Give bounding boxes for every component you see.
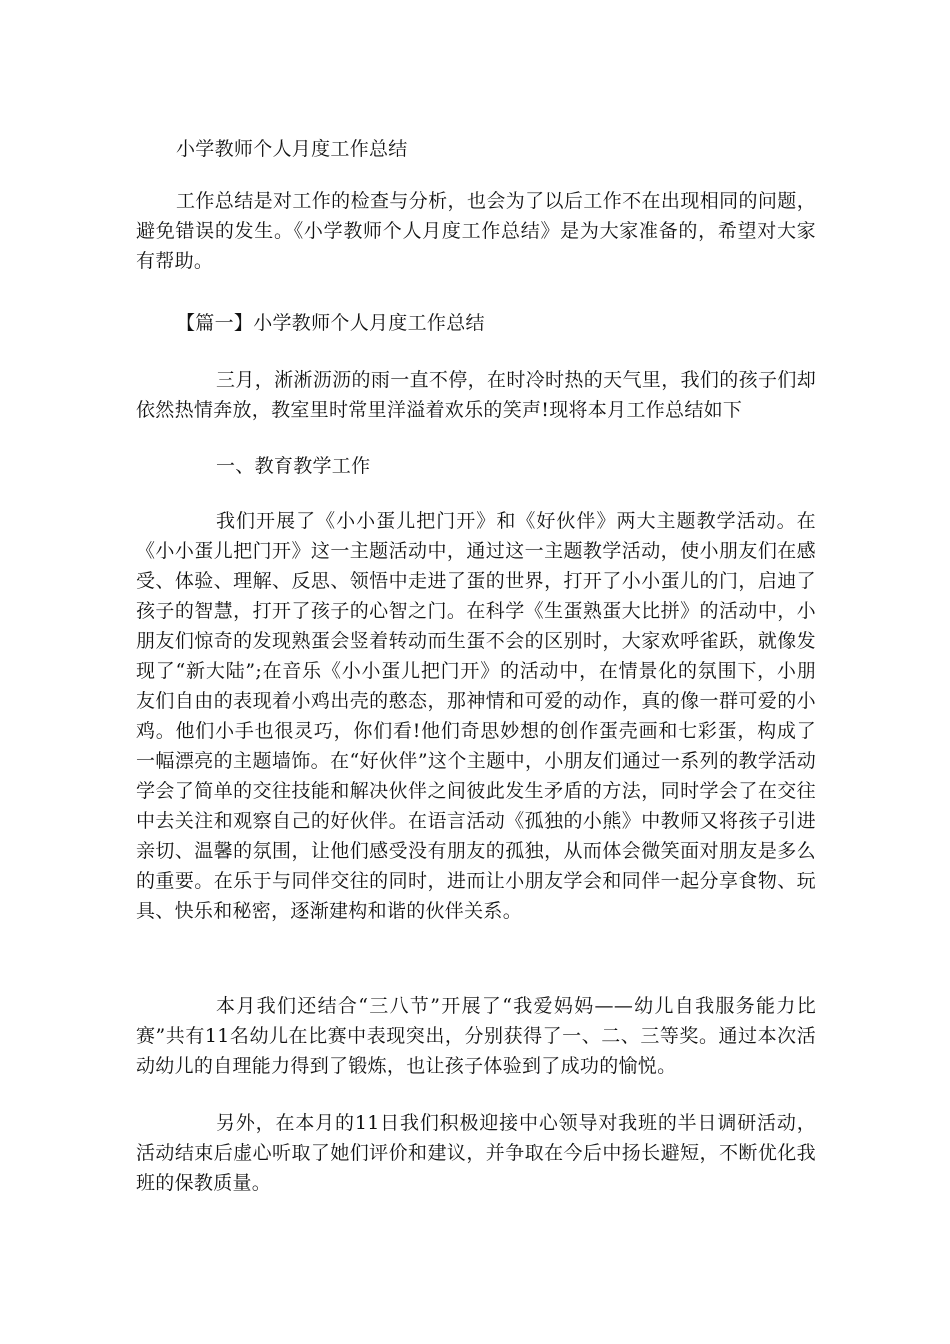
- document-title: 小学教师个人月度工作总结: [176, 138, 408, 160]
- section-heading: 一、教育教学工作: [216, 455, 371, 477]
- womens-day-paragraph: 本月我们还结合“三八节”开展了“我爱妈妈——幼儿自我服务能力比赛”共有11名幼儿在比赛中表现突出，分别获得了一、二、三等奖。通过本次活动幼儿的自理能力得到了锻炼，也让孩子体验到了成功的愉悦。: [136, 995, 816, 1077]
- part-heading: 【篇一】小学教师个人月度工作总结: [176, 312, 485, 334]
- research-visit-paragraph: 另外，在本月的11日我们积极迎接中心领导对我班的半日调研活动，活动结束后虚心听取了她们评价和建议，并争取在今后中扬长避短，不断优化我班的保教质量。: [136, 1112, 816, 1194]
- opening-paragraph: 三月，淅淅沥沥的雨一直不停，在时冷时热的天气里，我们的孩子们却依然热情奔放，教室里时常里洋溢着欢乐的笑声!现将本月工作总结如下: [136, 369, 816, 421]
- intro-paragraph: 工作总结是对工作的检查与分析，也会为了以后工作不在出现相同的问题，避免错误的发生。《小学教师个人月度工作总结》是为大家准备的，希望对大家有帮助。: [136, 190, 816, 272]
- teaching-activities-paragraph: 我们开展了《小小蛋儿把门开》和《好伙伴》两大主题教学活动。在《小小蛋儿把门开》这一主题活动中，通过这一主题教学活动，使小朋友们在感受、体验、理解、反思、领悟中走进了蛋的世界，打开了小小蛋儿的门，启迪了孩子的智慧，打开了孩子的心智之门。在科学《生蛋熟蛋大比拼》的活动中，小朋友们惊奇的发现熟蛋会竖着转动而生蛋不会的区别时，大家欢呼雀跃，就像发现了“新大陆”;在音乐《小小蛋儿把门开》的活动中，在情景化的氛围下，小朋友们自由的表现着小鸡出壳的憨态，那神情和可爱的动作，真的像一群可爱的小鸡。他们小手也很灵巧，你们看!他们奇思妙想的创作蛋壳画和七彩蛋，构成了一幅漂亮的主题墙饰。在“好伙伴”这个主题中，小朋友们通过一系列的教学活动学会了简单的交往技能和解决伙伴之间彼此发生矛盾的方法，同时学会了在交往中去关注和观察自己的好伙伴。在语言活动《孤独的小熊》中教师又将孩子引进亲切、温馨的氛围，让他们感受没有朋友的孤独，从而体会微笑面对朋友是多么的重要。在乐于与同伴交往的同时，进而让小朋友学会和同伴一起分享食物、玩具、快乐和秘密，逐渐建构和谐的伙伴关系。: [136, 510, 816, 922]
